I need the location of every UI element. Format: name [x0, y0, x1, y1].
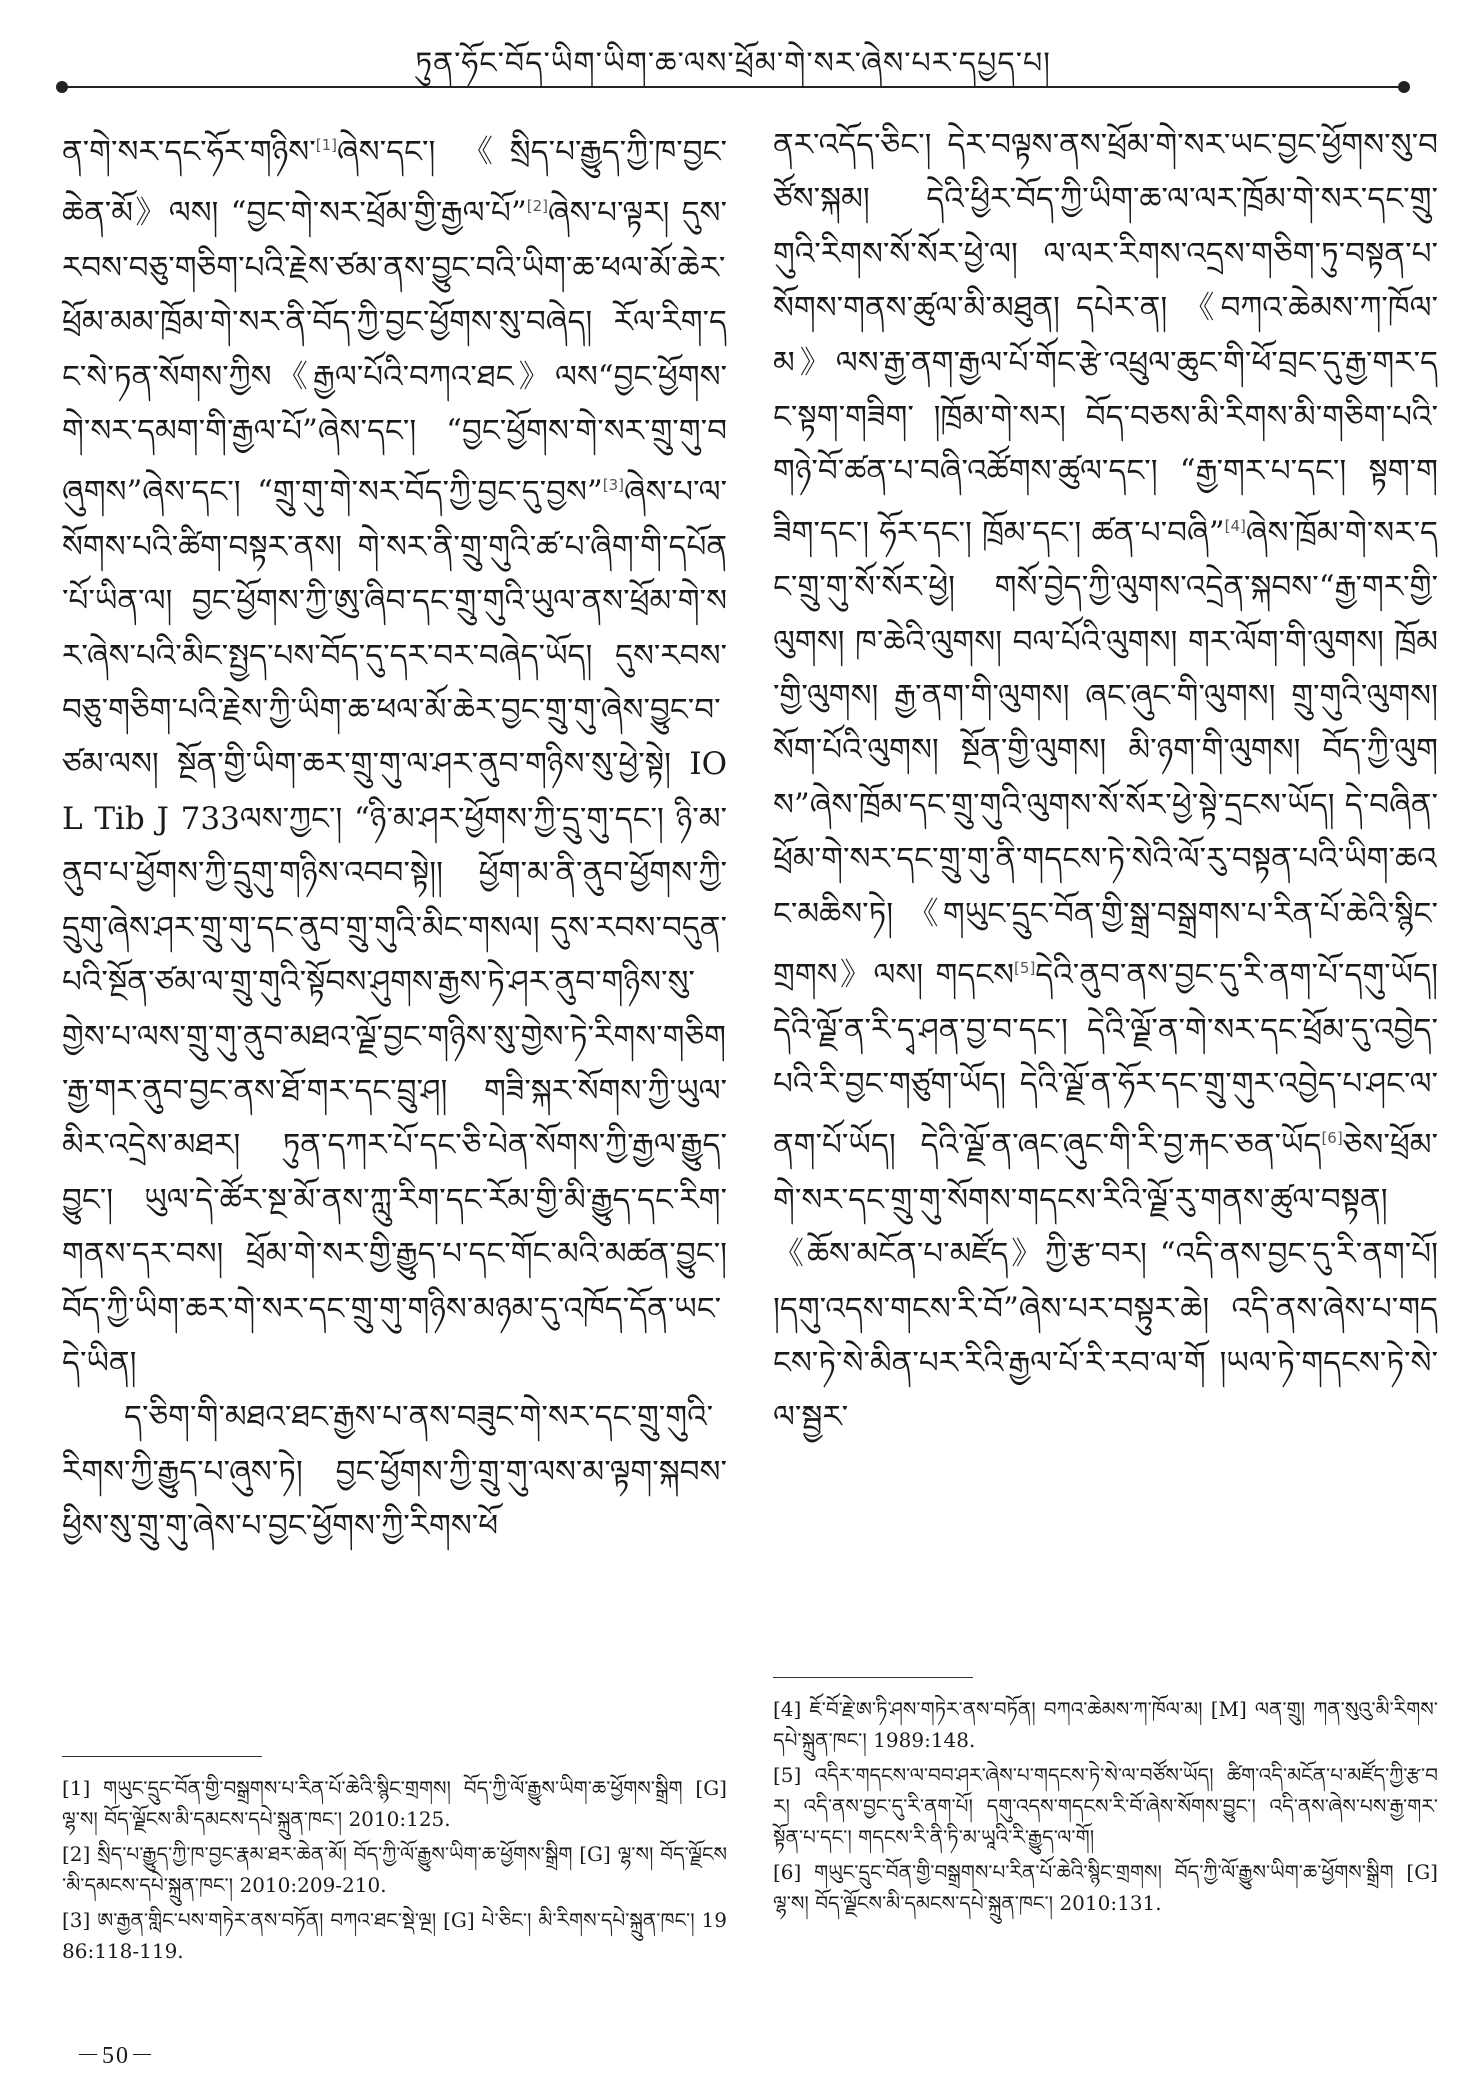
- footnote: [3] ཨ་རྒྱན་གླིང་པས་གཏེར་ནས་བཏོན། བཀའ་ཐང་སྡེ་ལྔ། [G] པེ་ཅིང་། མི་རིགས་དཔེ་སྐྲུན་ཁང་། 1986:118-119.: [62, 1908, 727, 1963]
- footnote-ref[interactable]: [5]: [1014, 959, 1036, 978]
- footnote-ref[interactable]: [6]: [1321, 1129, 1343, 1148]
- footnote: [1] གཡུང་དྲུང་བོན་གྱི་བསྒྲགས་པ་རིན་པོ་ཆེའི་སྙིང་གྲགས། བོད་ཀྱི་ལོ་རྒྱུས་ཡིག་ཆ་ཕྱོགས་སྒྲིག [G] ལྷ་ས། བོད་ལྗོངས་མི་དམངས་དཔེ་སྐྲུན་ཁང་། 2010:125.: [62, 1776, 727, 1831]
- footnote-ref[interactable]: [1]: [315, 136, 337, 154]
- text-segment: དེའི་ནུབ་ནས་བྱང་དུ་རི་ནག་པོ་དགུ་ཡོད། དེའི་ལྗོ་ན་རི་དྭ་ཤན་བྱ་བ་དང་། དེའི་ལྗོ་ན་གེ་སར་དང་ཕྲོམ་དུ་འབྱེད་པའི་རི་བྱང་གཙུག་ཡོད། དེའི་ལྗོ་ན་ཧོར་དང་གྲུ་གུར་འབྱེད་པ་ཤང་ལ་ནག་པོ་ཡོད། དེའི་ལྗོ་ན་ཞང་ཞུང་གི་རི་བྱ་རྐང་ཅན་ཡོད: [773, 957, 1438, 1164]
- footnote: [2] སྲིད་པ་རྒྱུད་ཀྱི་ཁ་བྱང་རྣམ་ཐར་ཆེན་མོ། བོད་ཀྱི་ལོ་རྒྱུས་ཡིག་ཆ་ཕྱོགས་སྒྲིག [G] ལྷ་ས། བོད་ལྗོངས་མི་དམངས་དཔེ་སྐྲུན་ཁང་། 2010:209-210.: [62, 1842, 727, 1897]
- text-segment: ཞེས་པ་ལ་སོགས་པའི་ཚིག་བསྟར་ནས། གེ་སར་ནི་གྲུ་གུའི་ཚ་པ་ཞིག་གི་དཔོན་པོ་ཡིན་ལ། བྱང་ཕྱོགས་ཀྱི་ཨུ་ཞིབ་དང་གྲུ་གུའི་ཡུལ་ནས་ཕྲོམ་གེ་སར་ཞེས་པའི་མིང་སྤྱད་པས་བོད་དུ་དར་བར་བཞེད་ཡོད། དུས་རབས་བཅུ་གཅིག་པའི་རྗེས་ཀྱི་ཡིག་ཆ་ཕལ་མོ་ཆེར་བྱང་གྲུ་གུ་ཞེས་བྱུང་བ་ཙམ་ལས། སྔོན་གྱི་ཡིག་ཆར་གྲུ་གུ་ལ་ཤར་ནུབ་གཉིས་སུ་ཕྱེ་སྟེ། IOL Tib J 733ལས་ཀྱང་། “ཉི་མ་ཤར་ཕྱོགས་ཀྱི་དྲུ་གུ་དང་། ཉི་མ་ནུབ་པ་ཕྱོགས་ཀྱི་དྲུགུ་གཉིས་འབབ་སྟེ།། ཕྱོག་མ་ནི་ནུབ་ཕྱོགས་ཀྱི་དྲུགུ་ཞེས་ཤར་གྲུ་གུ་དང་ནུབ་གྲུ་གུའི་མིང་གསལ། དུས་རབས་བདུན་པའི་སྔོན་ཙམ་ལ་གྲུ་གུའི་སྟོབས་ཤུགས་རྒྱས་ཏེ་ཤར་ནུབ་གཉིས་སུ་གྱེས་པ་ལས་གྲུ་གུ་ནུབ་མཐའ་ལྗོ་བྱང་གཉིས་སུ་གྱེས་ཏེ་རིགས་གཅིག་རྒྱ་གར་ནུབ་བྱང་ནས་ཐོ་གར་དང་བྲུ་ཤ། གཟི་སྐར་སོགས་ཀྱི་ཡུལ་མིར་འདྲེས་མཐར། ཏུན་དཀར་པོ་དང་ཅི་པེན་སོགས་ཀྱི་རྒྱལ་རྒྱུད་བྱུང་། ཡུལ་དེ་ཚོར་སྔ་མོ་ནས་ཀླུ་རིག་དང་རོམ་གྱི་མི་རྒྱུད་དང་རིག་གནས་དར་བས། ཕྲོམ་གེ་སར་གྱི་རྒྱུད་པ་དང་གོང་མའི་མཚན་བྱུང་། བོད་ཀྱི་ཡིག་ཆར་གེ་སར་དང་གྲུ་གུ་གཉིས་མཉམ་དུ་འཁོད་དོན་ཡང་དེ་ཡིན།: [62, 474, 727, 1381]
- text-segment: ཞེས་ཁྲོམ་གེ་སར་དང་གྲུ་གུ་སོ་སོར་ཕྱེ། གསོ་བྱེད་ཀྱི་ལུགས་འདྲེན་སྐབས་“རྒྱ་གར་གྱི་ལུགས། ཁ་ཆེའི་ལུགས། བལ་པོའི་ལུགས། གར་ལོག་གི་ལུགས། ཁྲོམ་གྱི་ལུགས། རྒྱ་ནག་གི་ལུགས། ཞང་ཞུང་གི་ལུགས། གྲུ་གུའི་ལུགས། སོག་པོའི་ལུགས། སྔོན་གྱི་ལུགས། མི་ཉག་གི་ལུགས། བོད་ཀྱི་ལུགས”ཞེས་ཁྲོམ་དང་གྲུ་གུའི་ལུགས་སོ་སོར་ཕྱེ་སྟེ་དྲངས་ཡོད། དེ་བཞིན་ཕྲོམ་གེ་སར་དང་གྲུ་གུ་ནི་གདངས་ཏེ་སེའི་ལོ་རུ་བསྟན་པའི་ཡིག་ཆའང་མཆིས་ཏེ། 《གཡུང་དྲུང་བོན་གྱི་སྒྲ་བསྒྲགས་པ་རིན་པོ་ཆེའི་སྙིང་གྲགས》ལས། གདངས: [773, 514, 1438, 994]
- footnote-ref[interactable]: [4]: [1224, 516, 1246, 535]
- text-segment: ཅེས་ཕྲོམ་གེ་སར་དང་གྲུ་གུ་སོགས་གདངས་རིའི་ལྗོ་རུ་གནས་ཚུལ་བསྟན། 《ཆོས་མངོན་པ་མཛོད》ཀྱི་རྩ་བར། “འདི་ནས་བྱང་དུ་རི་ནག་པོ། །དགུ་འདས་གངས་རི་བོ”ཞེས་པར་བསྟུར་ཆེ། འདི་ནས་ཞེས་པ་གདངས་ཏེ་སེ་མིན་པར་རིའི་རྒྱལ་པོ་རི་རབ་ལ་གོ །ཡལ་ཏེ་གདངས་ཏེ་སེ་ལ་སྦྱར་: [773, 1127, 1438, 1436]
- right-column: [773, 118, 1438, 1445]
- footnotes-left: [62, 1756, 727, 1971]
- footnote: [6] གཡུང་དྲུང་བོན་གྱི་བསྒྲགས་པ་རིན་པོ་ཆེའི་སྙིང་གྲགས། བོད་ཀྱི་ལོ་རྒྱུས་ཡིག་ཆ་ཕྱོགས་སྒྲིག [G] ལྷ་ས། བོད་ལྗོངས་མི་དམངས་དཔེ་སྐྲུན་ཁང་། 2010:131.: [773, 1860, 1438, 1915]
- text-segment: ནར་འདོད་ཅིང་། དེར་བལྟས་ནས་ཕྲོམ་གེ་སར་ཡང་བྱང་ཕྱོགས་སུ་བཙོས་སྐམ། དེའི་ཕྱིར་བོད་ཀྱི་ཡིག་ཆ་ལ་ལར་ཁྲོམ་གེ་སར་དང་གྲུ་གུའི་རིགས་སོ་སོར་ཕྱེ་ལ། ལ་ལར་རིགས་འདྲས་གཅིག་ཏུ་བསྟན་པ་སོགས་གནས་ཚུལ་མི་མཐུན། དཔེར་ན། 《བཀའ་ཆེམས་ཀ་ཁོལ་མ》ལས་རྒྱ་ནག་རྒྱལ་པོ་གོང་རྩེ་འཕྲུལ་ཆུང་གི་ཕོ་བྲང་དུ་རྒྱ་གར་དང་སྟག་གཟིག་ །ཁྲོམ་གེ་སར། བོད་བཅས་མི་རིགས་མི་གཅིག་པའི་གཉེ་བོ་ཚན་པ་བཞི་འཚོགས་ཚུལ་དང་། “རྒྱ་གར་པ་དང་། སྟག་གཟིག་དང་། ཧོར་དང་། ཁྲོམ་དང་། ཚན་པ་བཞི”: [773, 127, 1438, 551]
- paragraph: [773, 118, 1438, 1445]
- footnote-rule: [773, 1677, 973, 1678]
- text-segment: ན་གེ་སར་དང་ཧོར་གཉིས་: [62, 134, 316, 170]
- footnote-ref[interactable]: [2]: [526, 197, 548, 216]
- footnote-ref[interactable]: [3]: [602, 476, 625, 495]
- footnote: [4] ཇོ་བོ་རྗེ་ཨ་ཏི་ཤས་གཏེར་ནས་བཏོན། བཀའ་ཆེམས་ཀ་ཁོལ་མ། [M] ལན་གྲུ། ཀན་སུའུ་མི་རིགས་དཔེ་སྐྲུན་ཁང་། 1989:148.: [773, 1697, 1438, 1752]
- left-column: [62, 118, 727, 1554]
- text-segment: ཞེས་པ་ལྟར། དུས་རབས་བཅུ་གཅིག་པའི་རྗེས་ཙམ་ནས་བྱུང་བའི་ཡིག་ཆ་ཕལ་མོ་ཆེར་ཕྲོམ་མམ་ཁྲོམ་གེ་སར་ནི་བོད་ཀྱི་བྱང་ཕྱོགས་སུ་བཞེད། རོལ་རིག་དང་སེ་ཏན་སོགས་ཀྱིས《རྒྱལ་པོའི་བཀའ་ཐང》ལས“བྱང་ཕྱོགས་གེ་སར་དམག་གི་རྒྱལ་པོ”ཞེས་དང་། “བྱང་ཕྱོགས་གེ་སར་གྲུ་གུ་བཞུགས”ཞེས་དང་། “གྲུ་གུ་གེ་སར་བོད་ཀྱི་བྱང་དུ་བྱས”: [62, 195, 727, 511]
- paragraph: [62, 118, 727, 1390]
- footnotes-right: [773, 1677, 1438, 1923]
- paragraph: ད་ཅིག་གི་མཐའ་ཐང་རྒྱས་པ་ནས་བཟུང་གེ་སར་དང་གྲུ་གུའི་རིགས་ཀྱི་རྒྱུད་པ་ཞུས་ཏེ། བྱང་ཕྱོགས་ཀྱི་གྲུ་གུ་ལས་མ་ལྟག་སྐབས་ཕྱིས་སུ་གྲུ་གུ་ཞེས་པ་བྱང་ཕྱོགས་ཀྱི་རིགས་ཕོ: [62, 1399, 727, 1545]
- header-rule: [62, 86, 1404, 88]
- footnote: [5] འདིར་གདངས་ལ་བབ་ཤར་ཞེས་པ་གདངས་ཏེ་སེ་ལ་བཙོས་ཡོད། ཚིག་འདི་མངོན་པ་མཛོད་ཀྱི་རྩ་བར། འདི་ནས་བྱང་དུ་རི་ནག་པོ། དགུ་འདས་གདངས་རི་བོ་ཞེས་སོགས་བྱུང་། འདི་ནས་ཞེས་པས་རྒྱ་གར་སྟོན་པ་དང་། གདངས་རི་ནི་ཏི་མ་ཡཱའི་རི་རྒྱུད་ལ་གོ།: [773, 1763, 1438, 1849]
- running-head: ཏུན་ཧོང་བོད་ཡིག་ཡིག་ཆ་ལས་ཕྲོམ་གེ་སར་ཞེས་པར་དཔྱད་པ།: [415, 46, 1051, 81]
- text-segment: ཞེས་དང་། 《སྲིད་པ་རྒྱུད་ཀྱི་ཁ་བྱང་ཆེན་མོ》ལས། “བྱང་གེ་སར་ཕྲོམ་གྱི་རྒྱལ་པོ”: [62, 134, 727, 232]
- footnote-rule: [62, 1756, 262, 1757]
- page-number: －50－: [76, 2043, 156, 2069]
